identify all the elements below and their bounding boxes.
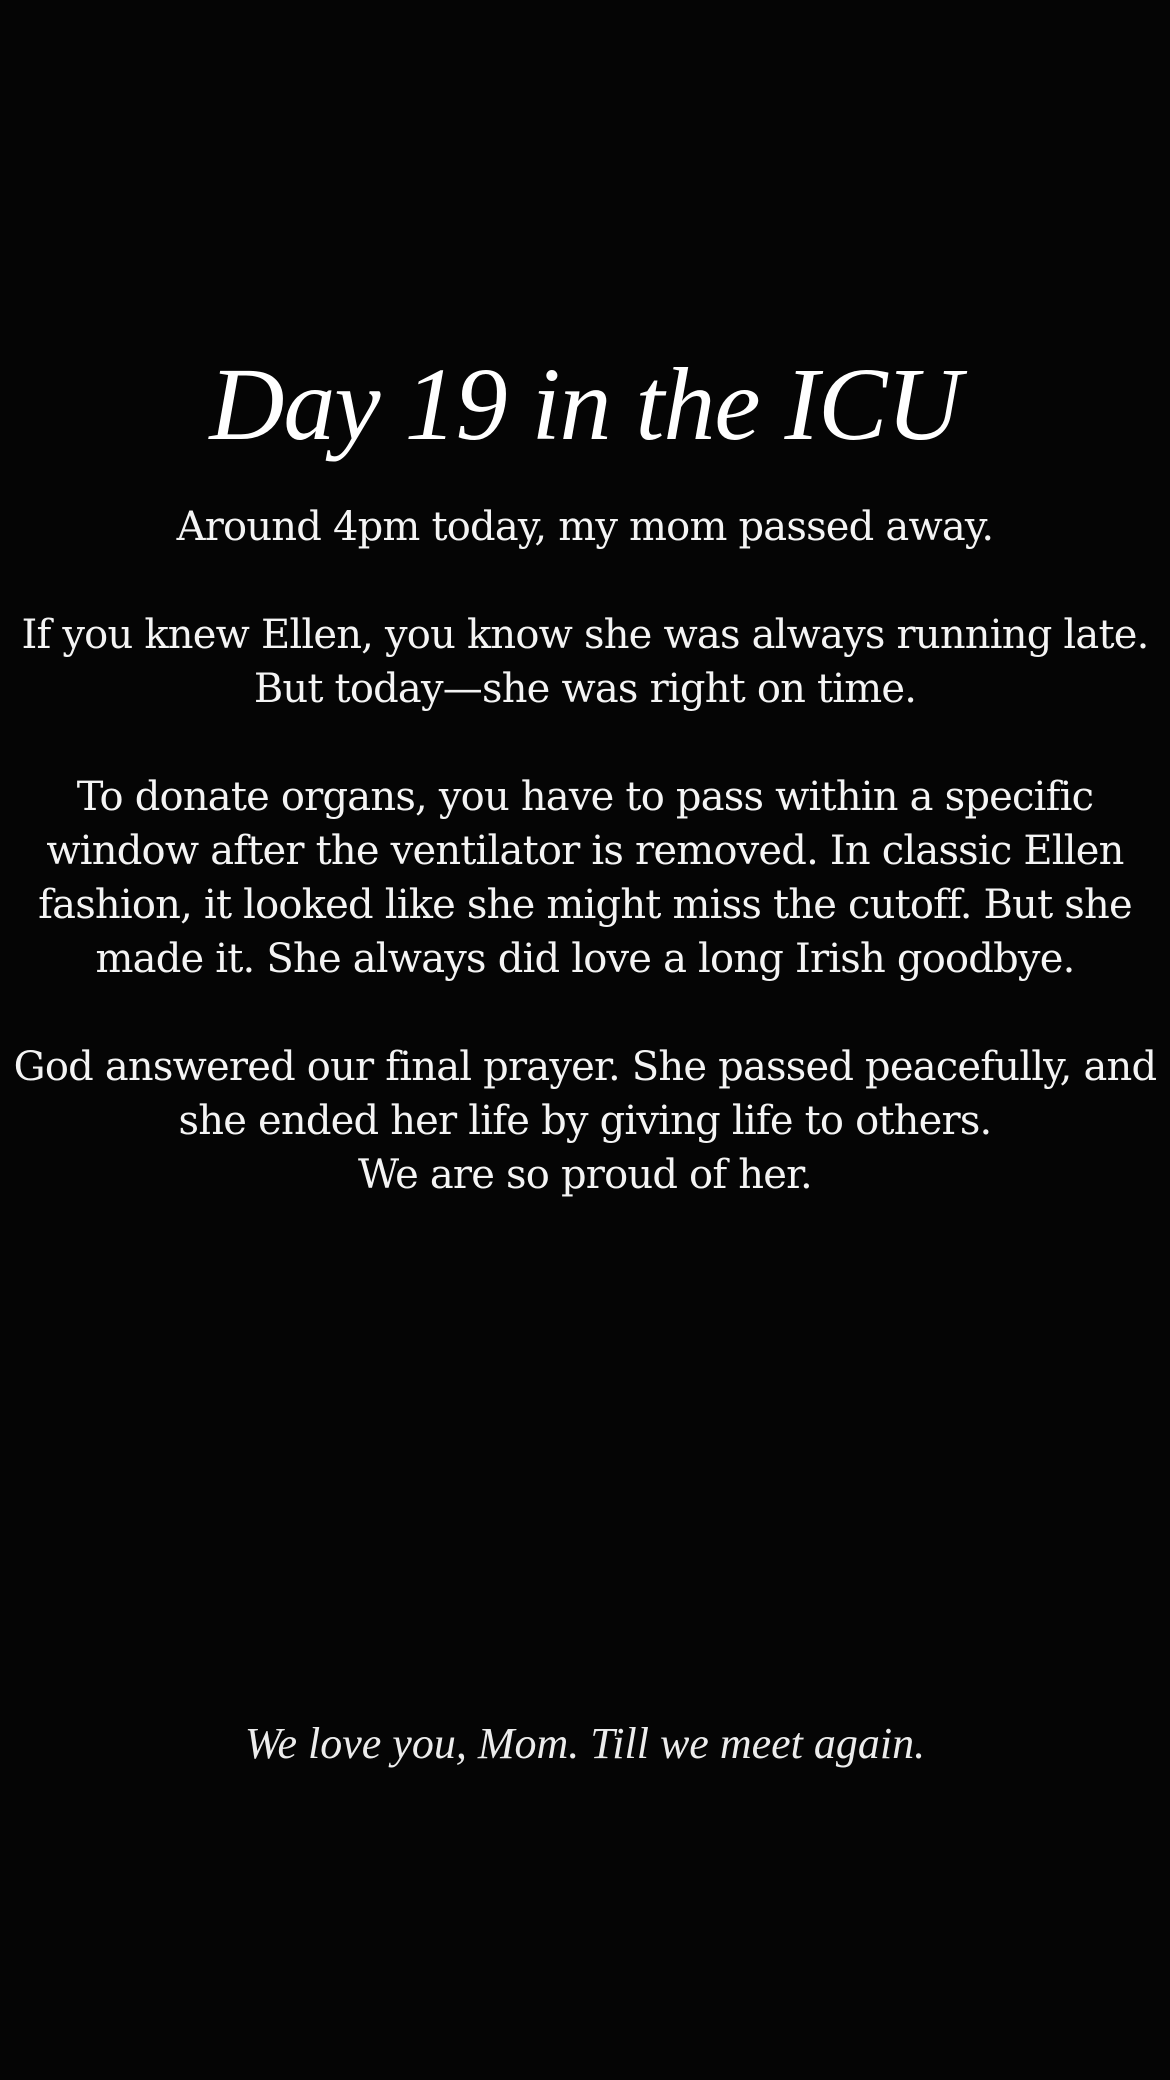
text-line: If you knew Ellen, you know she was always running late. [21,612,1149,658]
paragraph-4 [0,1040,1170,1202]
text-line: To donate organs, you have to pass within a specific [76,774,1094,820]
closing-message: We love you, Mom. Till we meet again. [244,1719,926,1768]
paragraph-2 [0,608,1170,716]
story-title: Day 19 in the ICU [209,347,961,462]
paragraph-3 [0,770,1170,986]
text-line: she ended her life by giving life to others. [178,1098,992,1144]
text-line: We are so proud of her. [358,1152,812,1198]
text-line: window after the ventilator is removed. In classic Ellen [46,828,1124,874]
story-body [0,500,1170,1256]
text-line: God answered our final prayer. She passed peacefully, and [13,1044,1157,1090]
text-line: fashion, it looked like she might miss the cutoff. But she [38,882,1132,928]
text-line: Around 4pm today, my mom passed away. [176,504,994,550]
text-line: But today—she was right on time. [253,666,917,712]
text-line: made it. She always did love a long Irish goodbye. [95,936,1075,982]
paragraph-1 [0,500,1170,554]
